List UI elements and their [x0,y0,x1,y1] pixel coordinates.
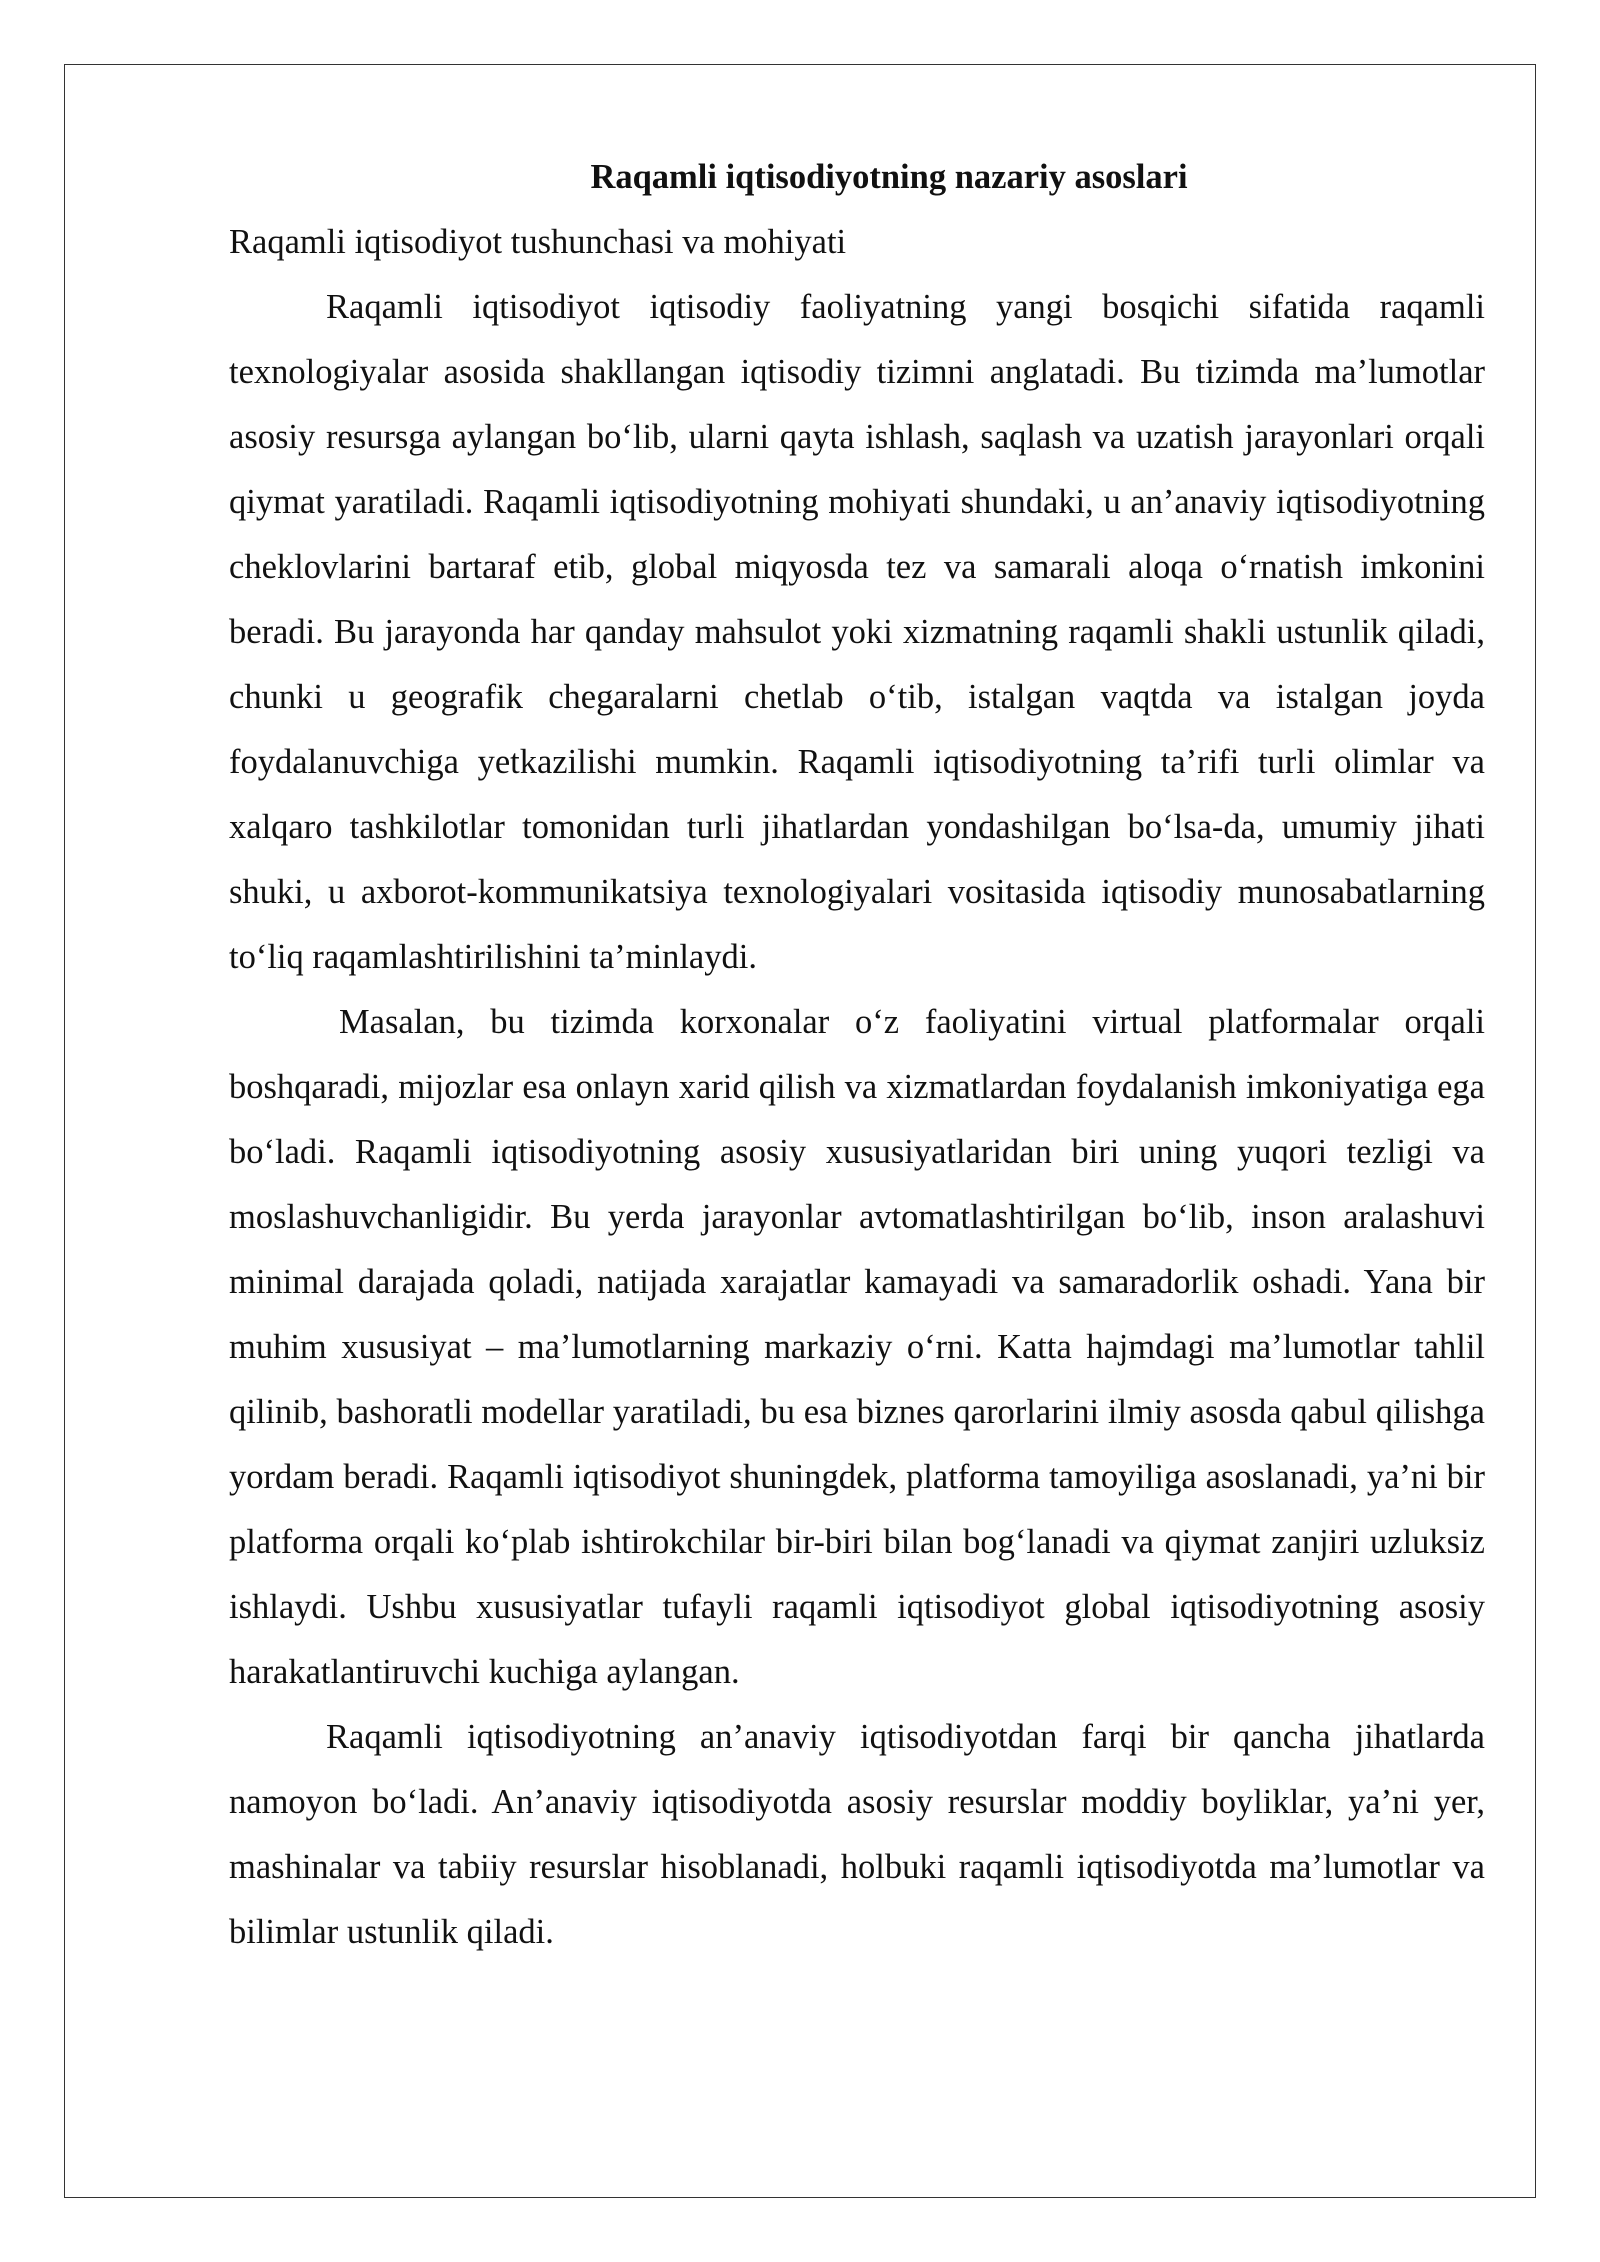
document-body [229,145,1485,1965]
paragraph-2: Masalan, bu tizimda korxonalar o‘z faoliyatini virtual platformalar orqali boshqaradi, mijozlar esa onlayn xarid qilish va xizmatlardan foydalanish imkoniyatiga ega bo‘ladi. Raqamli iqtisodiyotning asosiy xususiyatlaridan biri uning yuqori tezligi va moslashuvchanligidir. Bu yerda jarayonlar avtomatlashtirilgan bo‘lib, inson aralashuvi minimal darajada qoladi, natijada xarajatlar kamayadi va samaradorlik oshadi. Yana bir muhim xususiyat – ma’lumotlarning markaziy o‘rni. Katta hajmdagi ma’lumotlar tahlil qilinib, bashoratli modellar yaratiladi, bu esa biznes qarorlarini ilmiy asosda qabul qilishga yordam beradi. Raqamli iqtisodiyot shuningdek, platforma tamoyiliga asoslanadi, ya’ni bir platforma orqali ko‘plab ishtirokchilar bir-biri bilan bog‘lanadi va qiymat zanjiri uzluksiz ishlaydi. Ushbu xususiyatlar tufayli raqamli iqtisodiyot global iqtisodiyotning asosiy harakatlantiruvchi kuchiga aylangan. [229,1003,1485,1691]
section-subtitle: Raqamli iqtisodiyot tushunchasi va mohiyati [229,223,847,261]
paragraph-3: Raqamli iqtisodiyotning an’anaviy iqtisodiyotdan farqi bir qancha jihatlarda namoyon bo‘ladi. An’anaviy iqtisodiyotda asosiy resurslar moddiy boyliklar, ya’ni yer, mashinalar va tabiiy resurslar hisoblanadi, holbuki raqamli iqtisodiyotda ma’lumotlar va bilimlar ustunlik qiladi. [229,1718,1485,1951]
paragraph-1: Raqamli iqtisodiyot iqtisodiy faoliyatning yangi bosqichi sifatida raqamli texnologiyalar asosida shakllangan iqtisodiy tizimni anglatadi. Bu tizimda ma’lumotlar asosiy resursga aylangan bo‘lib, ularni qayta ishlash, saqlash va uzatish jarayonlari orqali qiymat yaratiladi. Raqamli iqtisodiyotning mohiyati shundaki, u an’anaviy iqtisodiyotning cheklovlarini bartaraf etib, global miqyosda tez va samarali aloqa o‘rnatish imkonini beradi. Bu jarayonda har qanday mahsulot yoki xizmatning raqamli shakli ustunlik qiladi, chunki u geografik chegaralarni chetlab o‘tib, istalgan vaqtda va istalgan joyda foydalanuvchiga yetkazilishi mumkin. Raqamli iqtisodiyotning ta’rifi turli olimlar va xalqaro tashkilotlar tomonidan turli jihatlardan yondashilgan bo‘lsa-da, umumiy jihati shuki, u axborot-kommunikatsiya texnologiyalari vositasida iqtisodiy munosabatlarning to‘liq raqamlashtirilishini ta’minlaydi. [229,288,1485,976]
document-title: Raqamli iqtisodiyotning nazariy asoslari [590,158,1188,196]
